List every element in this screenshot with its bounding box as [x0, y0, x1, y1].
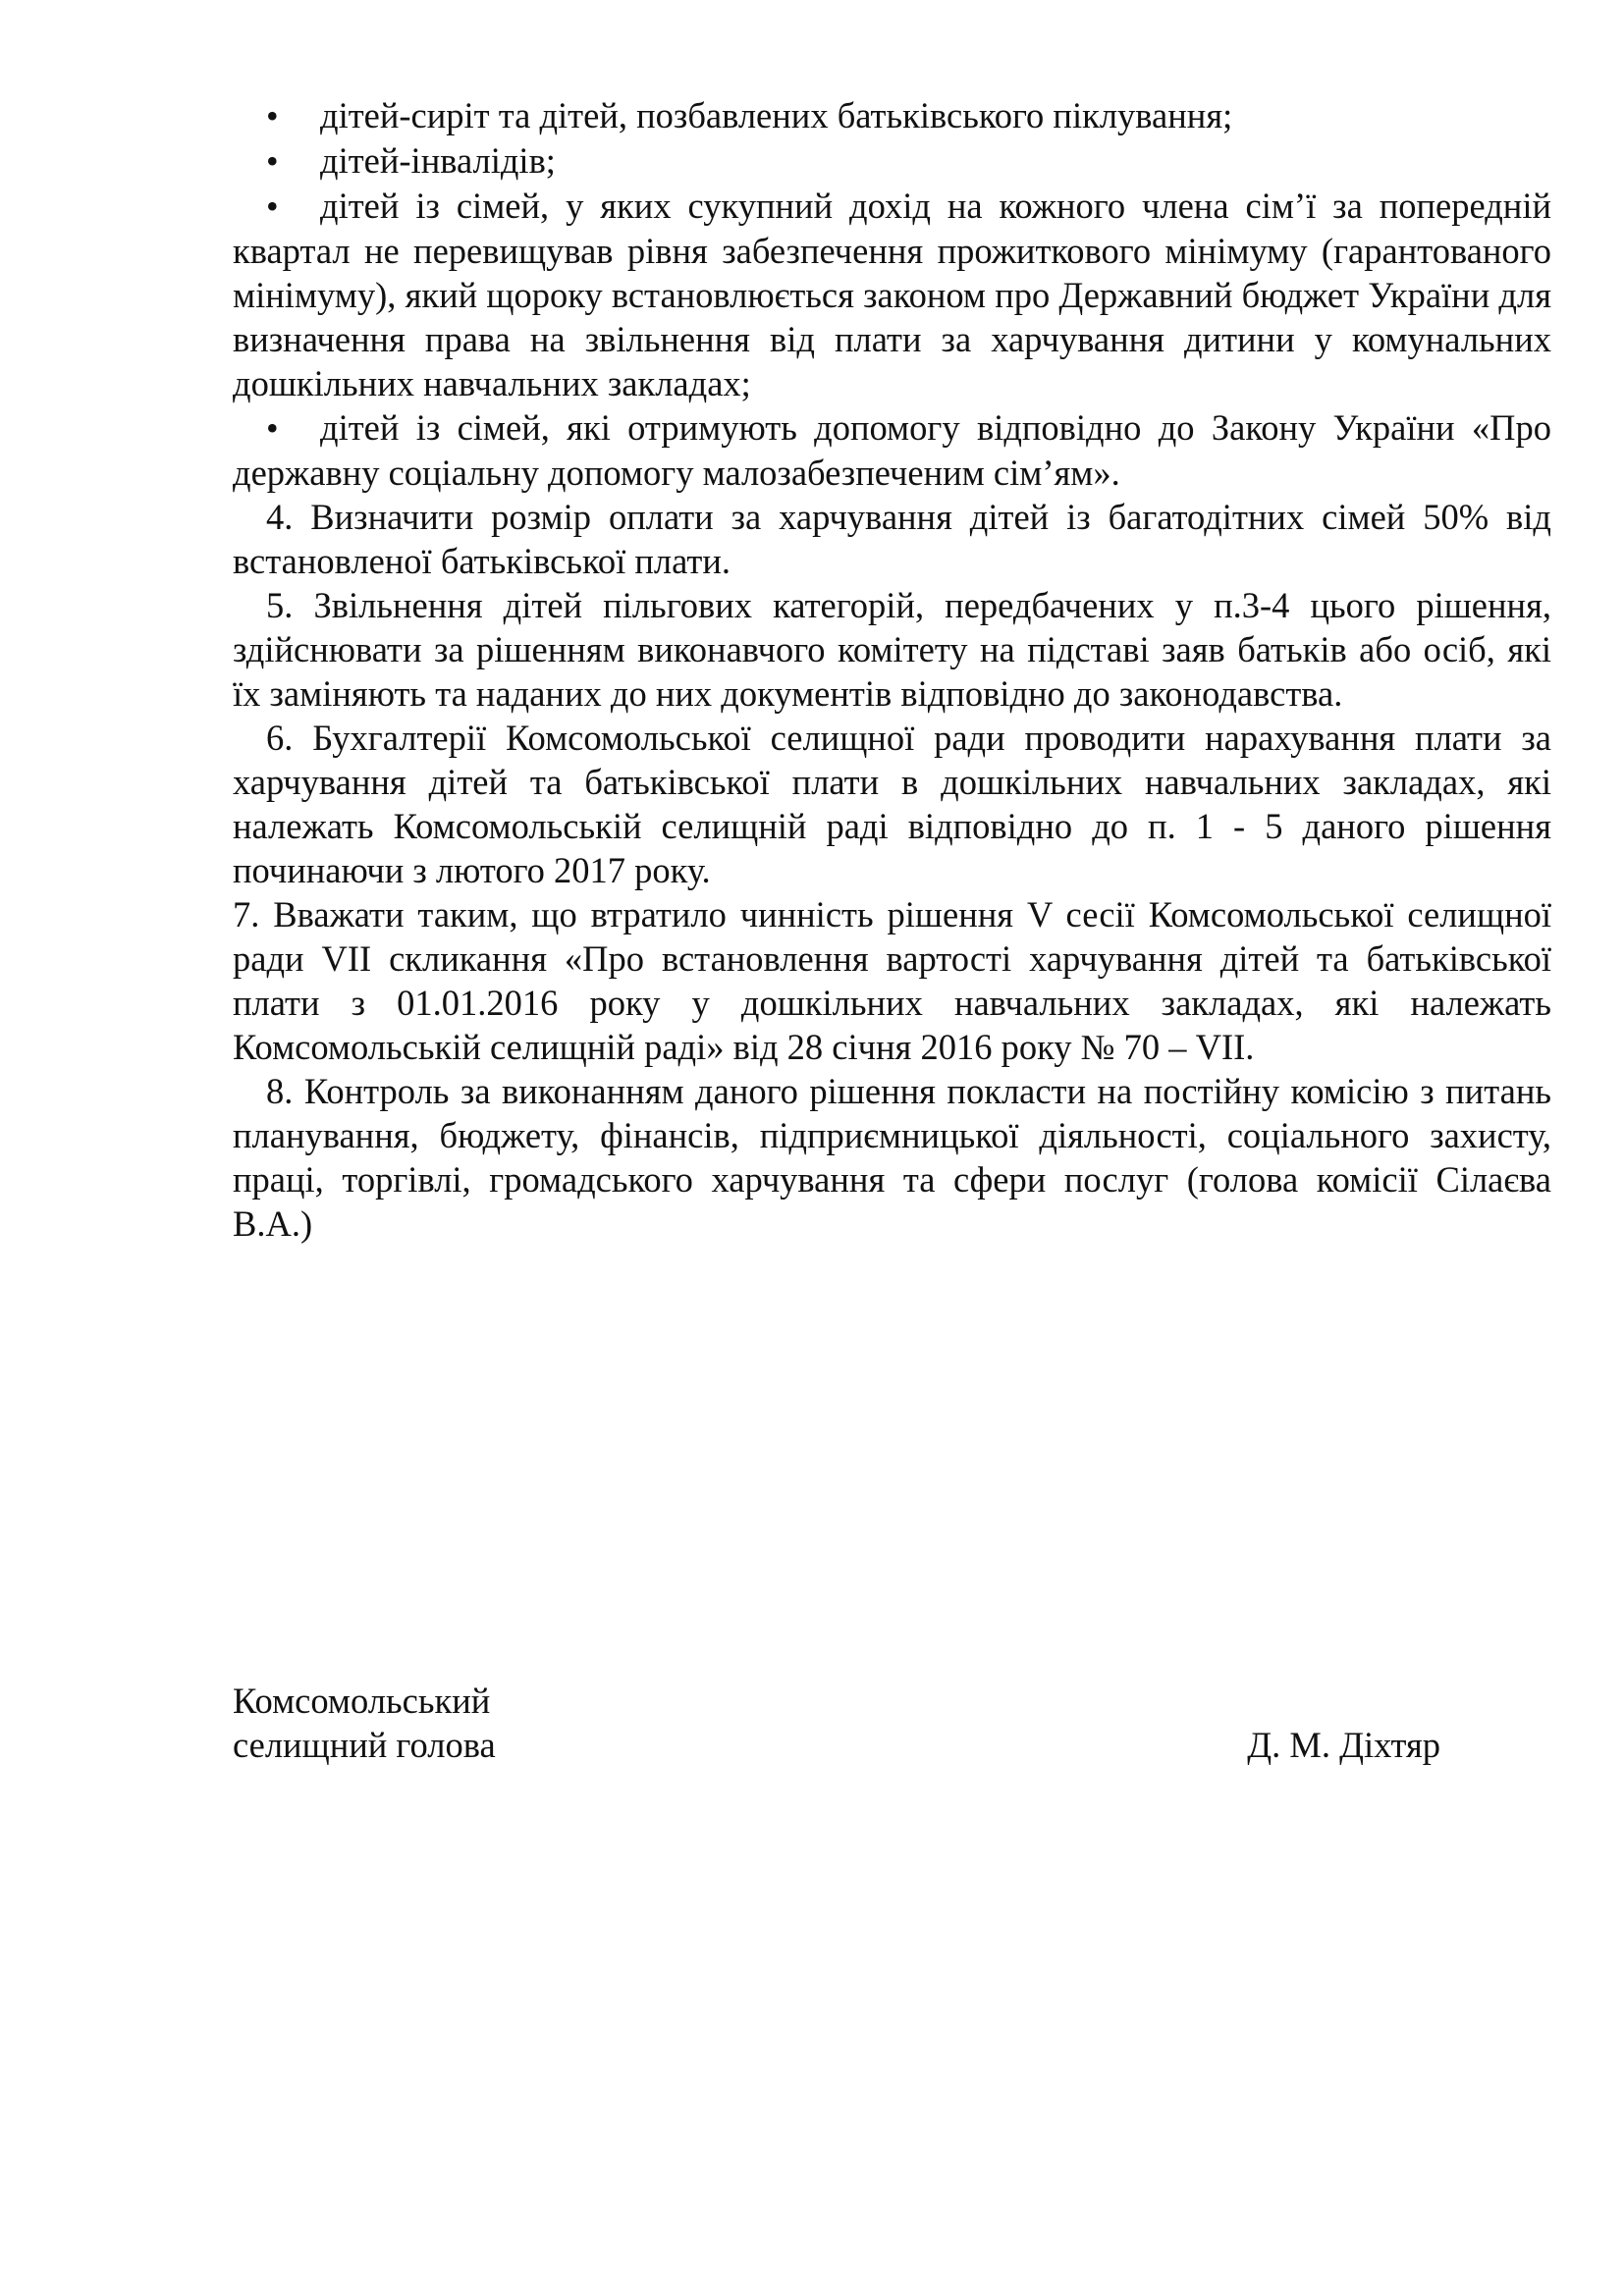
bullet-text: дітей із сімей, які отримують допомогу відповідно до Закону України «Про державну соціальну допомогу малозабезпеченим сім’ям». — [233, 407, 1551, 493]
document-body — [233, 93, 1551, 1246]
bullet-icon: • — [266, 96, 279, 135]
bullet-icon: • — [266, 408, 279, 448]
bullet-icon: • — [266, 187, 279, 226]
signatory-title-line2: селищний голова — [233, 1725, 496, 1765]
paragraph-4: 4. Визначити розмір оплати за харчування дітей із багатодітних сімей 50% від встановленої батьківської плати. — [233, 497, 1551, 581]
bullet-text: дітей-сиріт та дітей, позбавлених батьківського піклування; — [320, 95, 1233, 135]
bullet-text: дітей-інвалідів; — [320, 140, 556, 181]
bullet-icon: • — [266, 141, 279, 181]
paragraph-7: 7. Вважати таким, що втратило чинність рішення V сесії Комсомольської селищної ради VII скликання «Про встановлення вартості харчування дітей та батьківської плати з 01.01.2016 року у дошкільних навчальних закладах, які належать Комсомольській селищній раді» від 28 січня 2016 року № 70 – VII. — [233, 894, 1551, 1067]
bullet-item — [233, 138, 1551, 184]
signatory-title-line1: Комсомольський — [233, 1681, 491, 1721]
paragraph-8: 8. Контроль за виконанням даного рішення покласти на постійну комісію з питань планування, бюджету, фінансів, підприємницької діяльності, соціального захисту, праці, торгівлі, громадського харчування та сфери послуг (голова комісії Сілаєва В.А.) — [233, 1071, 1551, 1244]
signature-block — [233, 1679, 1551, 1767]
signature-row — [233, 1723, 1440, 1767]
paragraph-5: 5. Звільнення дітей пільгових категорій, передбачених у п.3-4 цього рішення, здійснювати за рішенням виконавчого комітету на підставі заяв батьків або осіб, які їх заміняють та наданих до них документів відповідно до законодавства. — [233, 585, 1551, 714]
bullet-item — [233, 405, 1551, 495]
paragraph-6: 6. Бухгалтерії Комсомольської селищної ради проводити нарахування плати за харчування дітей та батьківської плати в дошкільних навчальних закладах, які належать Комсомольській селищній раді відповідно до п. 1 - 5 даного рішення починаючи з лютого 2017 року. — [233, 718, 1551, 890]
bullet-item — [233, 93, 1551, 138]
bullet-item — [233, 184, 1551, 405]
signatory-name: Д. М. Діхтяр — [1247, 1725, 1440, 1765]
bullet-text: дітей із сімей, у яких сукупний дохід на кожного члена сім’ї за попередній квартал не перевищував рівня забезпечення прожиткового мінімуму (гарантованого мінімуму), який щороку встановлюється законом про Державний бюджет України для визначення права на звільнення від плати за харчування дитини у комунальних дошкільних навчальних закладах; — [233, 186, 1551, 403]
